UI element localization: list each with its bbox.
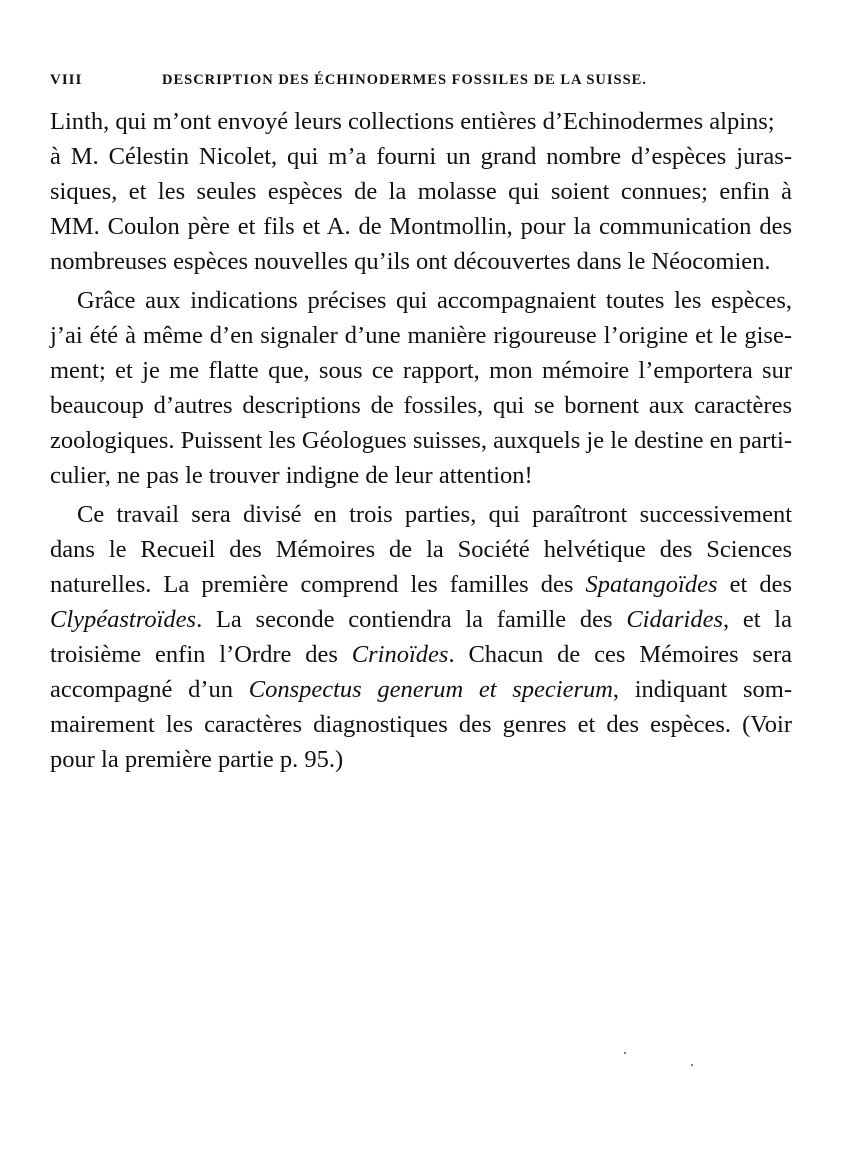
italic-term: Spatangoïdes xyxy=(585,571,718,598)
text-line: j’ai été à même d’en signaler d’une manière rigoureuse l’origine et le gise- xyxy=(50,322,792,349)
text-line: beaucoup d’autres descriptions de fossiles, qui se bornent aux caractères xyxy=(50,392,792,419)
text-line: MM. Coulon père et fils et A. de Montmollin, pour la communication des xyxy=(50,213,792,240)
running-title: DESCRIPTION DES ÉCHINODERMES FOSSILES DE LA SUISSE. xyxy=(162,72,647,88)
text-line: nombreuses espèces nouvelles qu’ils ont découvertes dans le Néocomien. xyxy=(50,248,771,275)
page-number: VIII xyxy=(50,72,83,88)
print-speck xyxy=(624,1052,626,1054)
text-line: siques, et les seules espèces de la molasse qui soient connues; enfin à xyxy=(50,178,792,205)
text-line: mairement les caractères diagnostiques des genres et des espèces. (Voir xyxy=(50,711,792,738)
italic-term: Cidarides xyxy=(626,606,723,633)
text-line: naturelles. La première comprend les familles des Spatangoïdes et des xyxy=(50,571,793,598)
body-text xyxy=(50,104,792,777)
text-line: à M. Célestin Nicolet, qui m’a fourni un grand nombre d’espèces juras- xyxy=(50,143,792,170)
text-line: Clypéastroïdes. La seconde contiendra la famille des Cidarides, et la xyxy=(50,606,792,633)
text-line: dans le Recueil des Mémoires de la Société helvétique des Sciences xyxy=(50,536,792,563)
text-line: accompagné d’un Conspectus generum et specierum, indiquant som- xyxy=(50,676,792,703)
text-line: Linth, qui m’ont envoyé leurs collections entières d’Echinodermes alpins; xyxy=(50,108,775,135)
text-line: troisième enfin l’Ordre des Crinoïdes. Chacun de ces Mémoires sera xyxy=(50,641,792,668)
text-line: pour la première partie p. 95.) xyxy=(50,746,344,773)
text-line: ment; et je me flatte que, sous ce rapport, mon mémoire l’emportera sur xyxy=(50,357,792,384)
page-header xyxy=(50,72,790,94)
text-line: culier, ne pas le trouver indigne de leur attention! xyxy=(50,462,533,489)
italic-term: Crinoïdes xyxy=(351,641,449,668)
italic-term: Clypéastroïdes xyxy=(50,606,197,633)
italic-term: Conspectus generum et specierum xyxy=(248,676,613,703)
text-line: zoologiques. Puissent les Géologues suisses, auxquels je le destine en parti- xyxy=(50,427,792,454)
text-line: Grâce aux indications précises qui accompagnaient toutes les espèces, xyxy=(77,287,792,314)
print-speck xyxy=(691,1064,693,1066)
text-line: Ce travail sera divisé en trois parties, qui paraîtront successivement xyxy=(77,501,792,528)
